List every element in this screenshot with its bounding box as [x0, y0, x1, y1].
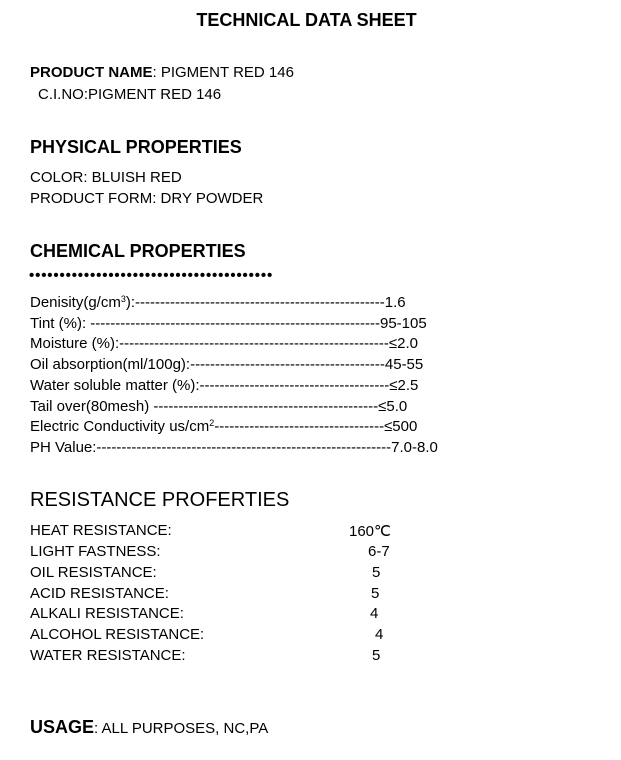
page-title: TECHNICAL DATA SHEET — [196, 10, 417, 30]
dotted-divider: •••••••••••••••••••••••••••••••••••••••• — [29, 267, 274, 284]
resistance-label: HEAT RESISTANCE: — [30, 522, 172, 539]
product-name-value: : PIGMENT RED 146 — [152, 64, 294, 81]
resistance-value: 4 — [375, 626, 384, 643]
ci-number: C.I.NO:PIGMENT RED 146 — [38, 86, 222, 103]
chem-row-water-soluble: Water soluble matter (%):--------------------------------------≤2.5 — [30, 377, 419, 394]
physical-form: PRODUCT FORM: DRY POWDER — [30, 190, 264, 207]
chem-row-conductivity — [30, 418, 417, 435]
chem-row-ph: PH Value:-----------------------------------------------------------7.0-8.0 — [30, 439, 438, 456]
physical-color: COLOR: BLUISH RED — [30, 169, 182, 186]
chem-row-tail-over: Tail over(80mesh) ---------------------------------------------≤5.0 — [30, 398, 408, 415]
resistance-label: ALKALI RESISTANCE: — [30, 605, 184, 622]
chem-row-post: ):--------------------------------------------------1.6 — [125, 294, 406, 311]
product-name-label: PRODUCT NAME — [30, 64, 153, 81]
usage-line — [30, 717, 268, 738]
resistance-value: 5 — [372, 564, 381, 581]
chem-row-moisture: Moisture (%):------------------------------------------------------≤2.0 — [30, 335, 419, 352]
resistance-value: 5 — [371, 585, 380, 602]
resistance-value: 4 — [370, 605, 379, 622]
chem-row-tint: Tint (%): ----------------------------------------------------------95-105 — [30, 315, 427, 332]
physical-heading: PHYSICAL PROPERTIES — [30, 137, 242, 157]
chem-row-density — [30, 294, 406, 311]
resistance-value: 160℃ — [349, 523, 391, 540]
resistance-label: OIL RESISTANCE: — [30, 564, 157, 581]
resistance-value: 5 — [372, 647, 381, 664]
resistance-label: ALCOHOL RESISTANCE: — [30, 626, 205, 643]
usage-label: USAGE — [30, 717, 95, 737]
chem-row-post: ----------------------------------≤500 — [214, 418, 418, 435]
chem-row-sup: 2 — [209, 418, 215, 428]
chem-row-oil-absorption: Oil absorption(ml/100g):---------------------------------------45-55 — [30, 356, 424, 373]
usage-value: : ALL PURPOSES, NC,PA — [94, 720, 269, 737]
resistance-label: ACID RESISTANCE: — [30, 585, 169, 602]
chem-row-pre: Electric Conductivity us/cm — [30, 418, 210, 435]
chem-row-pre: Denisity(g/cm — [30, 294, 121, 311]
product-name-line — [30, 64, 294, 81]
resistance-value: 6-7 — [368, 543, 390, 560]
resistance-label: LIGHT FASTNESS: — [30, 543, 161, 560]
chemical-heading: CHEMICAL PROPERTIES — [30, 241, 246, 261]
resistance-label: WATER RESISTANCE: — [30, 647, 186, 664]
resistance-heading: RESISTANCE PROFERTIES — [30, 489, 290, 511]
chem-row-sup: 3 — [120, 294, 126, 304]
